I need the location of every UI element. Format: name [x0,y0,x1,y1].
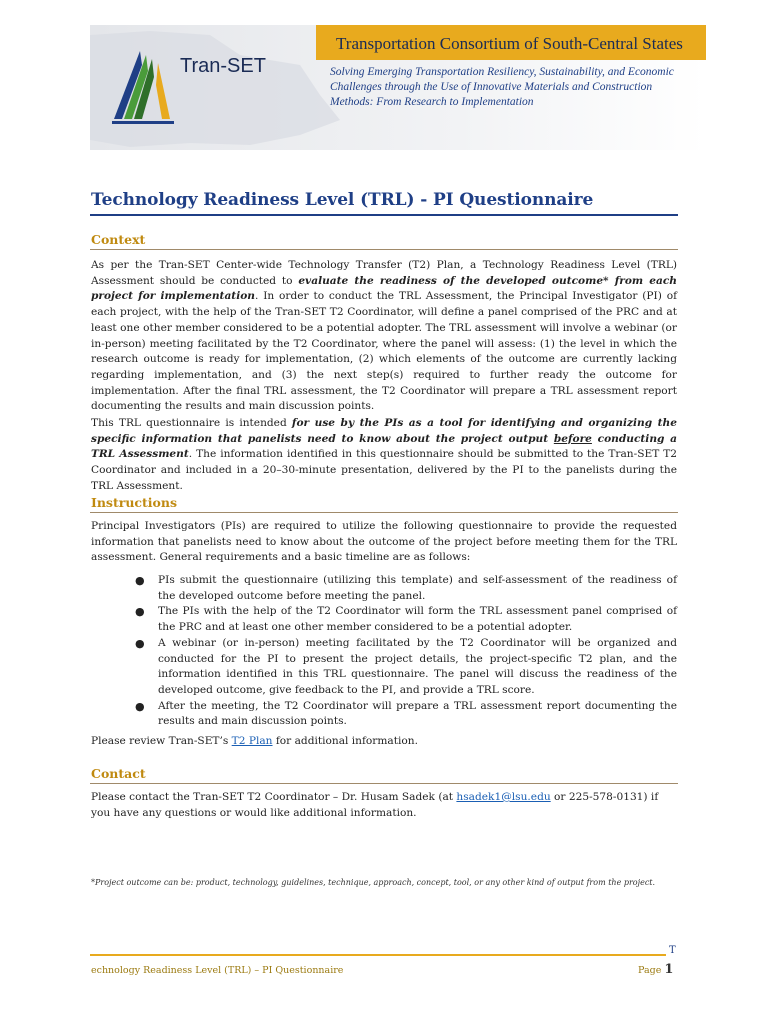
header-tagline [330,65,700,110]
text-span: This TRL questionnaire is intended [91,417,292,429]
contact-heading: Contact [91,766,146,781]
emphasis-text: for use by the PIs as a tool for identifying and organizing the specific information that panelists need to know about the project output [91,417,677,445]
text-span: As per the Tran-SET Center-wide Technology Transfer (T2) Plan, a Technology Readiness Level (TRL) Assessment should be conducted to [91,259,677,287]
tagline-line: Solving Emerging Transportation Resiliency, Sustainability, and Economic [330,66,674,78]
page-title: Technology Readiness Level (TRL) - PI Questionnaire [91,190,594,210]
list-item-text: PIs submit the questionnaire (utilizing this template) and self-assessment of the readiness of the developed outcome before meeting the panel. [158,574,677,602]
text-span: Please contact the Tran-SET T2 Coordinator – Dr. Husam Sadek (at [91,791,457,803]
page-number-value: 1 [664,962,674,977]
title-rule [90,214,678,216]
context-heading: Context [91,232,146,247]
bullet-icon: ● [135,574,145,587]
logo-text: Tran-SET [180,55,266,77]
header-banner [90,25,706,150]
bullet-icon: ● [135,605,145,619]
tagline-line: Methods: From Research to Implementation [330,96,534,108]
section-divider [90,512,678,513]
text-span: . The information identified in this questionnaire should be submitted to the Tran-SET T2 Coordinator and included in a 20–30-minute presentation, delivered by the PI to the panelists during the TRL Assessment. [91,448,678,492]
t2-plan-link[interactable]: T2 Plan [231,735,273,747]
footer-t-fragment: T [669,945,676,956]
bullet-icon: ● [135,699,145,713]
underlined-text: before [553,432,592,445]
text-span: Please review Tran-SET’s [91,735,232,747]
footer-rule [90,954,666,956]
page-number [638,962,673,977]
section-divider [90,783,678,784]
section-divider [90,249,678,250]
tagline-line: Challenges through the Use of Innovative Materials and Construction [330,81,653,93]
instructions-intro: Principal Investigators (PIs) are required to utilize the following questionnaire to provide the requested information that panelists need to know about the outcome of the project before meeting them for the TRL assessment. General requirements and a basic timeline are as follows: [91,520,677,564]
text-span: for additional information. [272,735,418,747]
footer-document-title: echnology Readiness Level (TRL) – PI Questionnaire [91,965,344,976]
list-item [91,699,677,730]
tran-set-logo-icon [108,45,178,125]
context-paragraph-2 [91,416,677,495]
list-item-text: A webinar (or in-person) meeting facilitated by the T2 Coordinator will be organized and conducted for the PI to present the project details, the project-specific T2 plan, and the information identified in this TRL questionnaire. The panel will discuss the readiness of the developed outcome, give feedback to the PI, and provide a TRL score. [158,636,677,696]
footnote: *Project outcome can be: product, technology, guidelines, technique, approach, concept, tool, or any other kind of output from the project. [91,878,656,887]
list-item-text: The PIs with the help of the T2 Coordinator will form the TRL assessment panel comprised of the PRC and at least one other member considered to be a potential adopter. [158,605,677,634]
review-line [91,734,677,750]
list-item [91,604,677,635]
list-item [91,636,677,699]
emphasis-text: conducting a TRL Assessment [91,432,678,461]
text-span: . In order to conduct the TRL Assessment, the Principal Investigator (PI) of each project, with the help of the Tran-SET T2 Coordinator, will define a panel comprised of the PRC and at least one other member considered to be a potential adopter. The TRL assessment will involve a webinar (or in-person) meeting facilitated by the T2 Coordinator, where the panel will assess: (1) the level in which the research outcome is ready for implementation, (2) which elements of the outcome are currently lacking regarding implementation, and (3) the next step(s) required to further ready the outcome for implementation. After the final TRL assessment, the T2 Coordinator will prepare a TRL assessment report documenting the results and main discussion points. [91,290,677,413]
context-paragraph-1 [91,258,677,415]
list-item-text: After the meeting, the T2 Coordinator will prepare a TRL assessment report documenting the results and main discussion points. [158,699,677,728]
bullet-icon: ● [135,636,145,650]
list-item [91,573,677,604]
emphasis-text: evaluate the readiness of the developed outcome* from each project for implementation [91,274,677,303]
text-span: or 225-578-0131) if you have any questions or would like additional information. [91,791,659,819]
consortium-name: Transportation Consortium of South-Central States [336,34,683,53]
requirements-list [91,573,677,730]
instructions-heading: Instructions [91,495,178,510]
email-link[interactable]: hsadek1@lsu.edu [456,791,551,803]
page-label: Page [638,965,662,976]
contact-paragraph [91,790,677,821]
